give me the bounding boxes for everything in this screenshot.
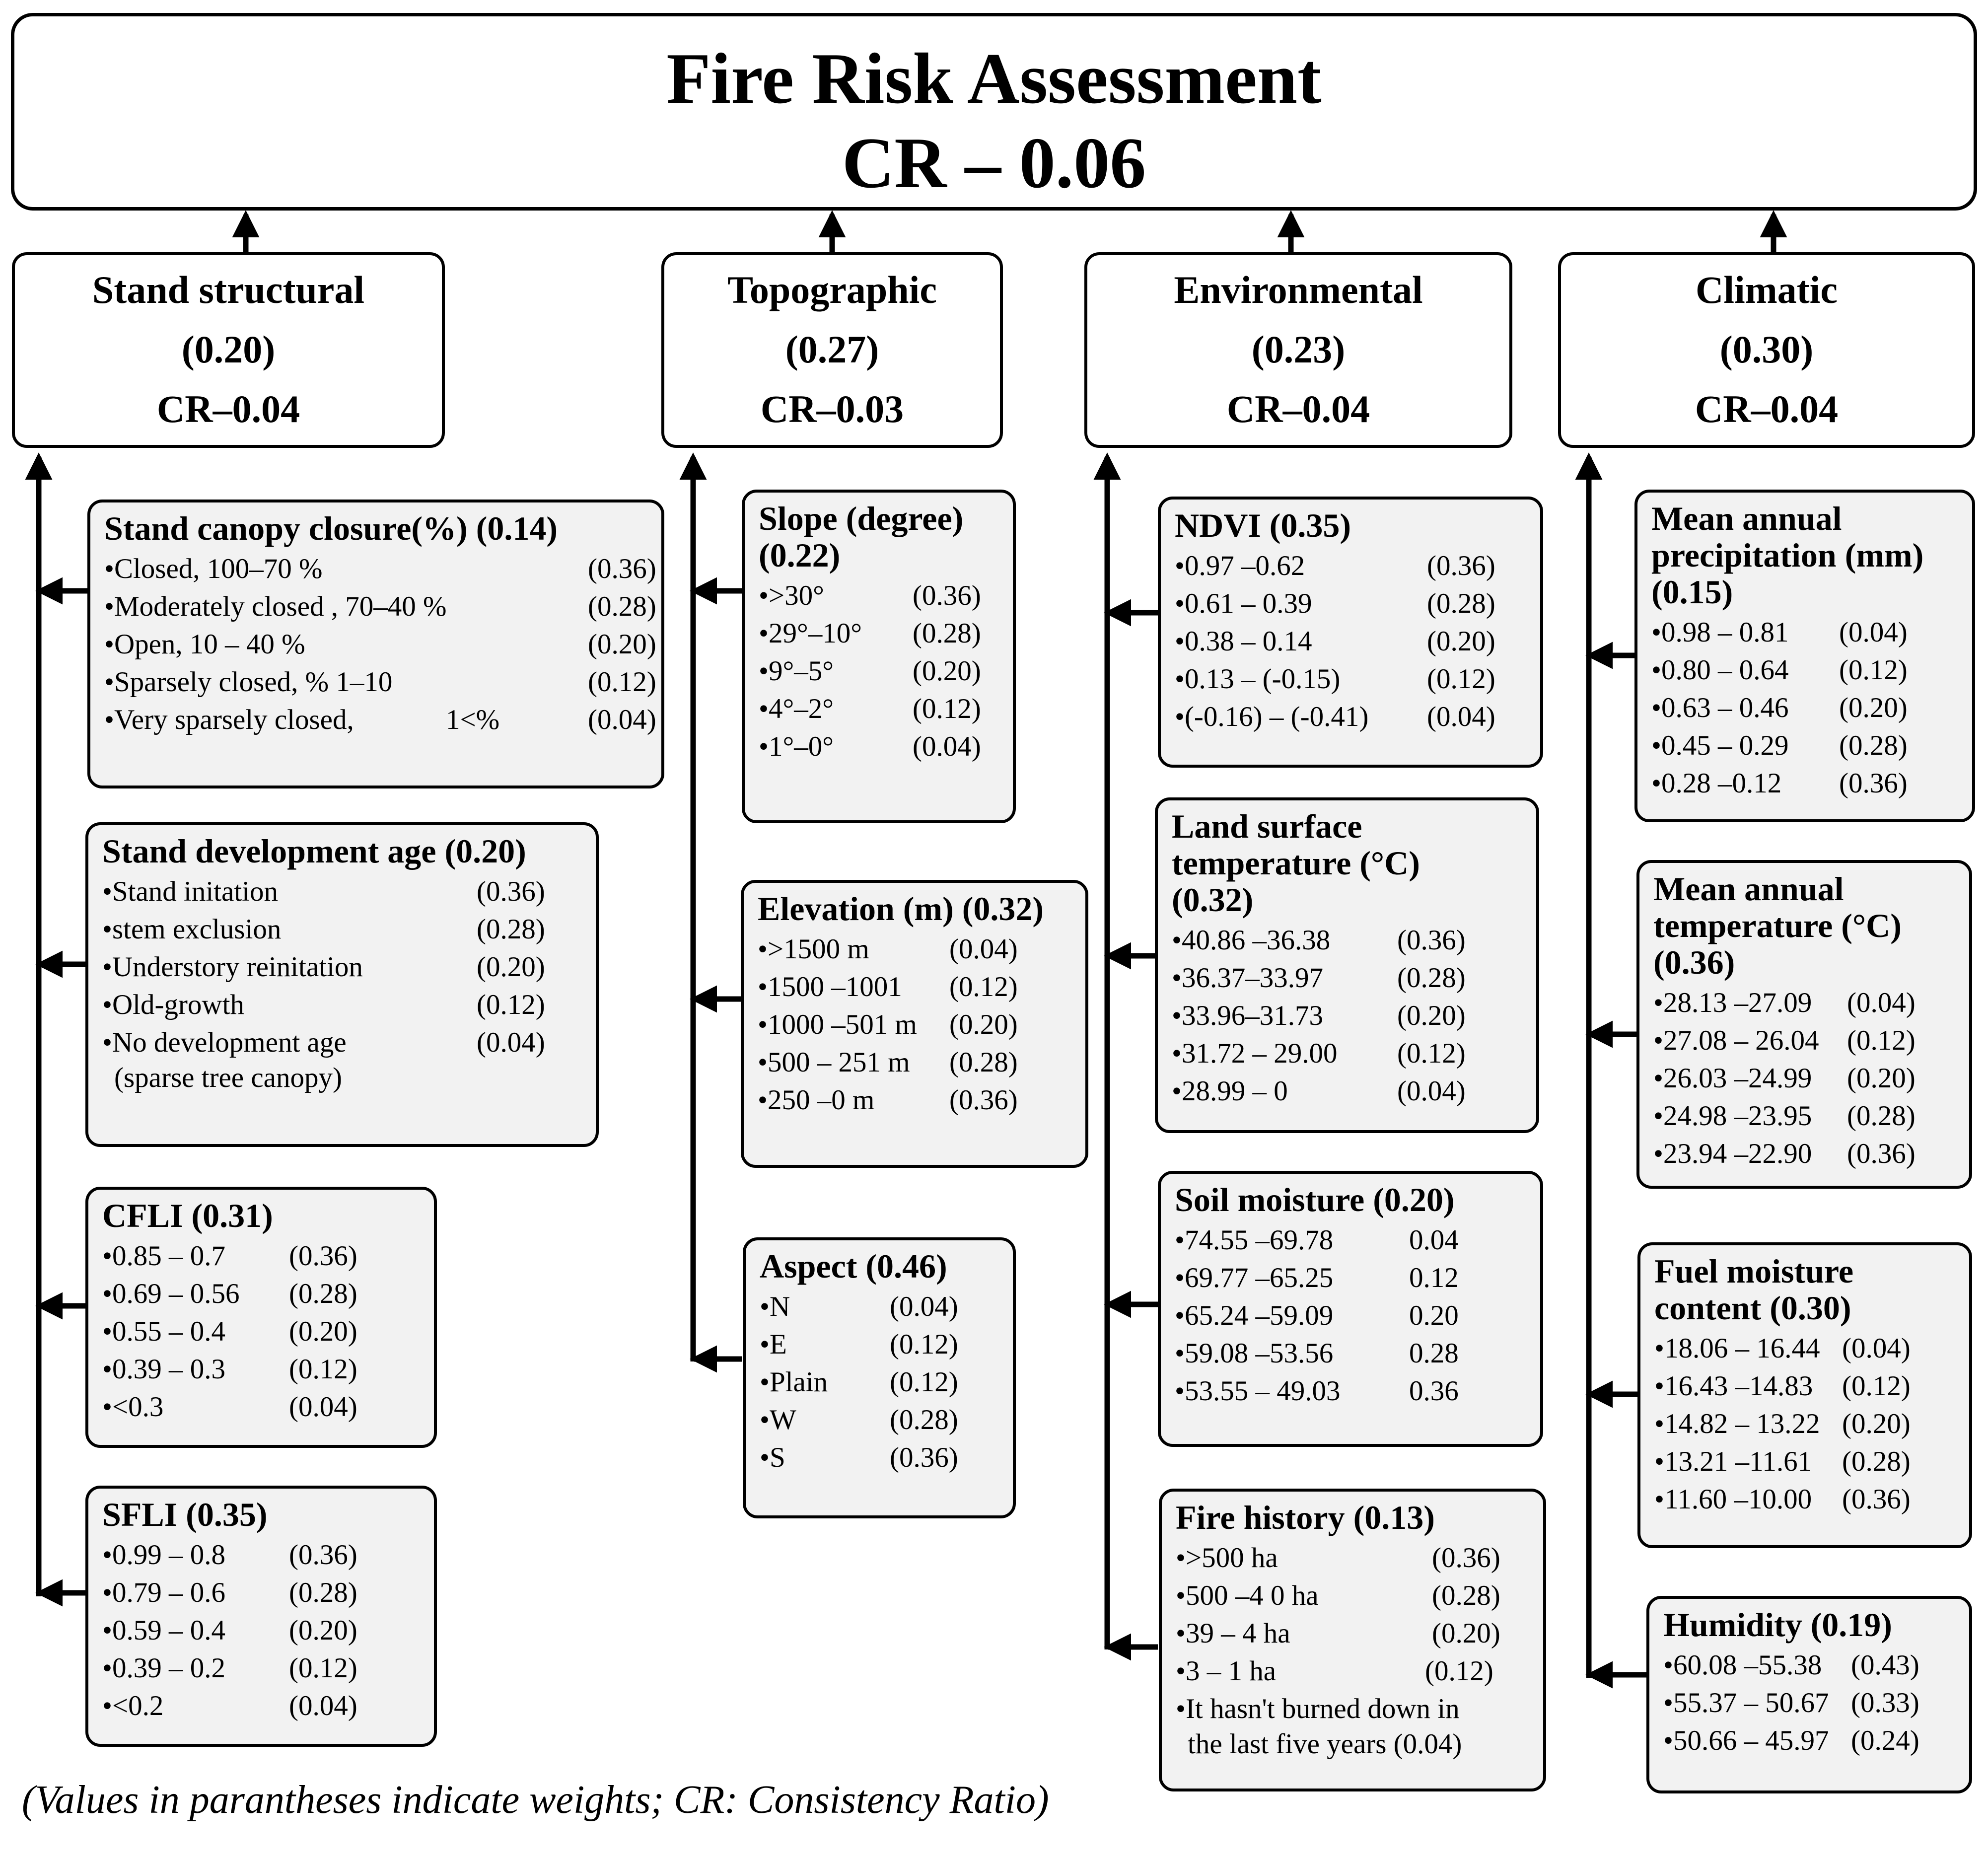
class-row: •1°–0° (0.04) — [759, 731, 981, 762]
class-row: •1500 –1001 (0.12) — [758, 971, 1018, 1002]
class-row: •4°–2° (0.12) — [759, 693, 981, 724]
class-row: •0.45 – 0.29 (0.28) — [1651, 730, 1908, 761]
class-row: •13.21 –11.61 (0.28) — [1654, 1446, 1911, 1477]
category-stand-structural — [12, 252, 445, 448]
class-row: •65.24 –59.09 0.20 — [1175, 1300, 1459, 1331]
sub-title-line2: temperature (°C) — [1653, 907, 1902, 944]
class-row: •39 – 4 ha (0.20) — [1176, 1618, 1500, 1649]
subcriteria-mean-annual-temperature — [1636, 860, 1972, 1189]
category-name: Climatic — [1696, 268, 1838, 311]
category-name: Stand structural — [92, 268, 365, 311]
class-row: •>30° (0.36) — [759, 580, 981, 611]
sub-title-line2: content (0.30) — [1654, 1289, 1851, 1327]
class-row: •26.03 –24.99 (0.20) — [1653, 1063, 1916, 1094]
sub-title: Fire history (0.13) — [1176, 1499, 1435, 1536]
class-row: •250 –0 m (0.36) — [758, 1084, 1018, 1116]
subcriteria-fuel-moisture-content — [1637, 1242, 1972, 1548]
class-row: •28.99 – 0 (0.04) — [1172, 1075, 1466, 1107]
class-row: •50.66 – 45.97 (0.24) — [1663, 1725, 1919, 1756]
sub-title: Mean annual — [1653, 870, 1844, 908]
class-row: •0.99 – 0.8 (0.36) — [102, 1539, 357, 1571]
class-row: •W (0.28) — [760, 1404, 958, 1435]
class-row: •1000 –501 m (0.20) — [758, 1009, 1018, 1040]
category-environmental — [1084, 252, 1512, 448]
sub-title-line2: temperature (°C) — [1172, 844, 1420, 882]
class-row: •0.63 – 0.46 (0.20) — [1651, 692, 1908, 723]
sub-title: Humidity (0.19) — [1663, 1606, 1892, 1644]
class-row: •33.96–31.73 (0.20) — [1172, 1000, 1466, 1031]
sub-title: Elevation (m) (0.32) — [758, 890, 1044, 928]
class-row: •36.37–33.97 (0.28) — [1172, 962, 1466, 994]
class-row: •28.13 –27.09 (0.04) — [1653, 987, 1916, 1018]
subcriteria-stand-canopy-closure — [87, 500, 664, 788]
subcriteria-humidity — [1646, 1596, 1972, 1793]
class-row: •59.08 –53.56 0.28 — [1175, 1338, 1459, 1369]
sub-title-line3: (0.32) — [1172, 881, 1254, 919]
class-row: •Open, 10 – 40 % (0.20) — [104, 629, 656, 660]
class-row: •0.97 –0.62 (0.36) — [1175, 550, 1495, 581]
sub-title: Stand canopy closure(%) (0.14) — [104, 509, 558, 547]
class-row: •31.72 – 29.00 (0.12) — [1172, 1038, 1466, 1069]
category-climatic — [1558, 252, 1975, 448]
class-row: •27.08 – 26.04 (0.12) — [1653, 1025, 1916, 1056]
class-row: •stem exclusion (0.28) — [102, 914, 545, 945]
class-row: •23.94 –22.90 (0.36) — [1653, 1138, 1916, 1169]
sub-title: SFLI (0.35) — [102, 1496, 268, 1533]
subcriteria-soil-moisture — [1158, 1171, 1543, 1447]
class-row: •24.98 –23.95 (0.28) — [1653, 1100, 1916, 1132]
class-row: •0.39 – 0.2 (0.12) — [102, 1652, 357, 1684]
category-name: Environmental — [1174, 268, 1423, 311]
caption: (Values in parantheses indicate weights; CR: Consistency Ratio) — [22, 1778, 1049, 1822]
sub-title: Slope (degree) — [759, 500, 964, 537]
class-row: •0.98 – 0.81 (0.04) — [1651, 617, 1908, 648]
class-row: •N (0.04) — [760, 1291, 958, 1322]
sub-title: Mean annual — [1651, 500, 1842, 537]
goal-cr: CR – 0.06 — [842, 123, 1146, 203]
sub-title-line3: (0.36) — [1653, 943, 1735, 981]
class-row: •0.59 – 0.4 (0.20) — [102, 1615, 357, 1646]
class-row: •74.55 –69.78 0.04 — [1175, 1224, 1459, 1256]
subcriteria-aspect — [743, 1237, 1016, 1518]
class-row: •53.55 – 49.03 0.36 — [1175, 1375, 1459, 1407]
class-row: •3 – 1 ha (0.12) — [1176, 1655, 1493, 1687]
category-topographic — [661, 252, 1003, 448]
class-row: •E (0.12) — [760, 1329, 958, 1360]
class-row: •0.61 – 0.39 (0.28) — [1175, 588, 1495, 619]
class-row: •18.06 – 16.44 (0.04) — [1654, 1333, 1911, 1364]
class-row: •0.85 – 0.7 (0.36) — [102, 1240, 357, 1272]
class-row: •16.43 –14.83 (0.12) — [1654, 1370, 1911, 1402]
class-row: •0.38 – 0.14 (0.20) — [1175, 626, 1495, 657]
category-weight: (0.20) — [181, 328, 276, 371]
class-row: •>500 ha (0.36) — [1176, 1542, 1500, 1574]
class-row: •9°–5° (0.20) — [759, 655, 981, 687]
class-row: •It hasn't burned down in — [1176, 1693, 1460, 1724]
class-row: •0.13 – (-0.15) (0.12) — [1175, 663, 1495, 695]
class-row: •0.80 – 0.64 (0.12) — [1651, 654, 1908, 686]
class-row: •0.28 –0.12 (0.36) — [1651, 768, 1908, 799]
sub-title-line2: (0.22) — [759, 536, 841, 574]
class-row: •Understory reinitation (0.20) — [102, 951, 545, 983]
goal-box — [11, 13, 1977, 211]
class-row: •0.69 – 0.56 (0.28) — [102, 1278, 357, 1309]
subcriteria-land-surface-temperature — [1155, 797, 1539, 1133]
sub-title: Aspect (0.46) — [760, 1247, 947, 1285]
class-row: •Stand initation (0.36) — [102, 876, 545, 907]
class-row: •<0.2 (0.04) — [102, 1690, 357, 1721]
class-row: •S (0.36) — [760, 1442, 958, 1473]
category-weight: (0.27) — [785, 328, 879, 371]
class-row: •>1500 m (0.04) — [758, 933, 1018, 965]
subcriteria-elevation — [741, 880, 1088, 1168]
class-row: •Closed, 100–70 % (0.36) — [104, 553, 656, 584]
subcriteria-stand-development-age — [85, 822, 599, 1147]
category-cr: CR–0.04 — [156, 387, 300, 430]
class-row: •(-0.16) – (-0.41) (0.04) — [1175, 701, 1495, 732]
sub-title-line2: precipitation (mm) — [1651, 536, 1924, 574]
goal-title: Fire Risk Assessment — [666, 38, 1322, 119]
class-row: •55.37 – 50.67 (0.33) — [1663, 1687, 1919, 1718]
class-row: •Very sparsely closed, 1<% (0.04) — [104, 704, 656, 735]
sub-title: Soil moisture (0.20) — [1175, 1181, 1455, 1218]
class-row: •60.08 –55.38 (0.43) — [1663, 1649, 1919, 1681]
class-row: •14.82 – 13.22 (0.20) — [1654, 1408, 1911, 1439]
sub-title: NDVI (0.35) — [1175, 506, 1351, 544]
category-weight: (0.30) — [1719, 328, 1814, 371]
class-row: •0.39 – 0.3 (0.12) — [102, 1354, 357, 1385]
category-cr: CR–0.03 — [760, 387, 904, 430]
subcriteria-fire-history — [1159, 1489, 1546, 1791]
class-row: •Old-growth (0.12) — [102, 989, 545, 1020]
category-name: Topographic — [727, 268, 937, 311]
subcriteria-slope — [742, 490, 1016, 823]
class-row-continuation: the last five years (0.04) — [1188, 1728, 1462, 1760]
class-row: •0.79 – 0.6 (0.28) — [102, 1577, 357, 1608]
sub-title: CFLI (0.31) — [102, 1197, 273, 1234]
class-row: •40.86 –36.38 (0.36) — [1172, 925, 1466, 956]
class-row: •69.77 –65.25 0.12 — [1175, 1262, 1459, 1293]
class-row: •29°–10° (0.28) — [759, 618, 981, 649]
class-row: •11.60 –10.00 (0.36) — [1654, 1484, 1911, 1515]
class-row: •Moderately closed , 70–40 % (0.28) — [104, 591, 656, 622]
class-row: •500 –4 0 ha (0.28) — [1176, 1580, 1500, 1611]
subcriteria-cfli — [85, 1187, 437, 1448]
category-cr: CR–0.04 — [1226, 387, 1370, 430]
subcriteria-mean-annual-precipitation — [1634, 490, 1975, 822]
class-row: •0.55 – 0.4 (0.20) — [102, 1316, 357, 1347]
class-row: •500 – 251 m (0.28) — [758, 1047, 1018, 1078]
category-cr: CR–0.04 — [1695, 387, 1839, 430]
subcriteria-sfli — [85, 1486, 437, 1747]
class-row: •<0.3 (0.04) — [102, 1391, 357, 1423]
class-row-continuation: (sparse tree canopy) — [114, 1062, 342, 1093]
sub-title: Fuel moisture — [1654, 1252, 1854, 1290]
class-row: •Sparsely closed, % 1–10 (0.12) — [104, 666, 656, 698]
class-row: •Plain (0.12) — [760, 1366, 958, 1398]
sub-title: Stand development age (0.20) — [102, 832, 526, 870]
sub-title-line3: (0.15) — [1651, 573, 1733, 611]
class-row: •No development age (0.04) — [102, 1027, 545, 1058]
sub-title: Land surface — [1172, 807, 1362, 845]
category-weight: (0.23) — [1251, 328, 1346, 371]
subcriteria-ndvi — [1158, 497, 1543, 768]
